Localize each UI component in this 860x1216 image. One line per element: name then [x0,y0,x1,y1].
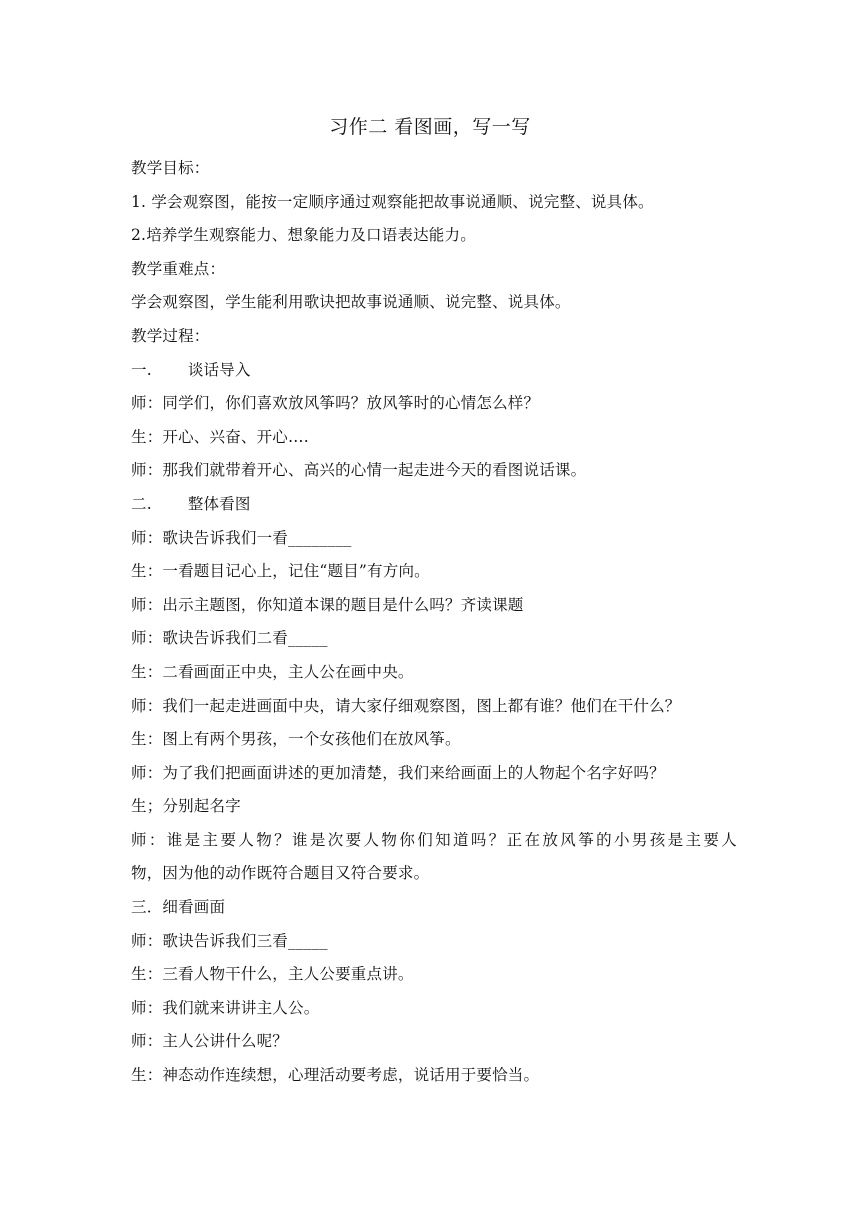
dialogue-line: 生：开心、兴奋、开心…. [131,427,309,446]
objective-item-1: 1. 学会观察图，能按一定顺序通过观察能把故事说通顺、说完整、说具体。 [131,192,654,211]
dialogue-line: 师：那我们就带着开心、高兴的心情一起走进今天的看图说话课。 [131,461,587,480]
dialogue-line: 师：我们一起走进画面中央，请大家仔细观察图，图上都有谁？他们在干什么？ [131,696,681,715]
dialogue-line: 生：神态动作连续想，心理活动要考虑，说话用于要恰当。 [131,1066,540,1085]
step-title: 整体看图 [187,494,251,513]
dialogue-line: 生：二看画面正中央，主人公在画中央。 [131,662,414,681]
dialogue-line: 师：歌诀告诉我们三看_____ [131,931,328,950]
dialogue-line: 师：歌诀告诉我们二看_____ [131,629,328,648]
dialogue-line: 生：图上有两个男孩，一个女孩他们在放风筝。 [131,730,461,749]
dialogue-line: 师：主人公讲什么呢？ [131,1032,289,1051]
section-heading-key-points: 教学重难点： [131,259,226,278]
dialogue-line: 师：歌诀告诉我们一看________ [131,528,352,547]
step-number: 二. [131,494,152,513]
step-heading-3: 三．细看画面 [131,898,226,917]
dialogue-line: 师：同学们，你们喜欢放风筝吗？放风筝时的心情怎么样？ [131,394,540,413]
dialogue-line: 师：我们就来讲讲主人公。 [131,998,320,1017]
objective-item-2: 2.培养学生观察能力、想象能力及口语表达能力。 [131,226,476,245]
section-heading-objectives: 教学目标： [131,159,210,177]
step-title: 谈话导入 [187,360,251,379]
key-points-text: 学会观察图，学生能利用歌诀把故事说通顺、说完整、说具体。 [131,293,571,312]
document-body [131,152,737,1093]
section-heading-process: 教学过程： [131,326,210,345]
dialogue-line: 生：三看人物干什么，主人公要重点讲。 [131,965,414,984]
dialogue-line: 师：为了我们把画面讲述的更加清楚，我们来给画面上的人物起个名字好吗？ [131,763,665,782]
document-title: 习作二 看图画，写一写 [329,116,531,138]
dialogue-line: 师：谁是主要人物？谁是次要人物你们知道吗？正在放风筝的小男孩是主要人 [131,830,737,849]
dialogue-line: 生；分别起名字 [131,797,241,816]
dialogue-line: 生：一看题目记心上，记住“题目”有方向。 [131,562,430,581]
dialogue-line: 师：出示主题图，你知道本课的题目是什么吗？齐读课题 [131,595,524,614]
dialogue-line-continued: 物，因为他的动作既符合题目又符合要求。 [131,864,430,883]
step-heading-1 [131,354,737,388]
step-heading-2 [131,488,737,522]
step-number: 一. [131,360,152,379]
